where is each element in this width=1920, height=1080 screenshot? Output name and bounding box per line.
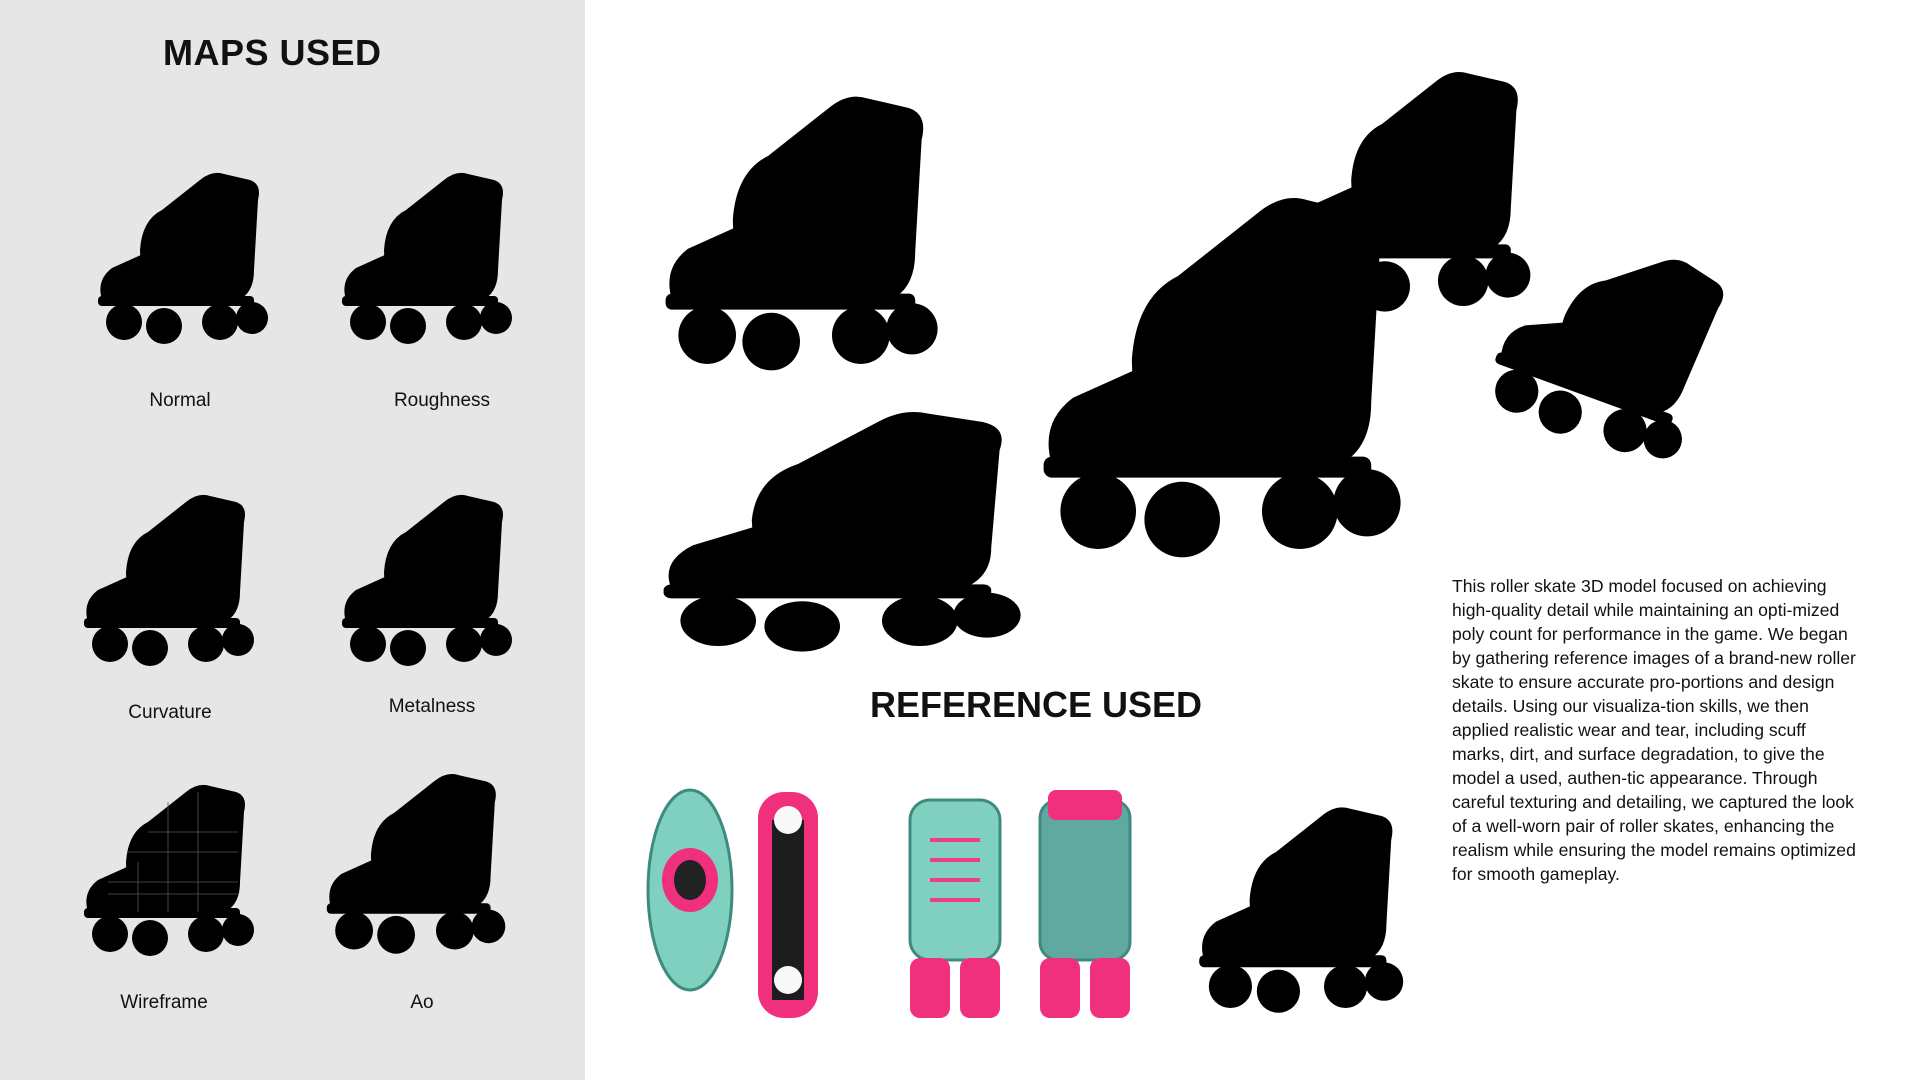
map-label-roughness: Roughness: [393, 390, 491, 411]
map-label-normal: Normal: [149, 390, 211, 411]
map-label-metalness: Metalness: [388, 696, 476, 717]
normal-map-skate: [82, 140, 282, 360]
new-roller-skate-reference-views: [640, 780, 1420, 1040]
reference-title: REFERENCE USED: [870, 684, 1203, 725]
ao-map-skate: [310, 740, 520, 970]
wireframe-skate: [68, 752, 268, 972]
curvature-map-skate: [68, 462, 268, 682]
maps-title: MAPS USED: [163, 32, 382, 73]
worn-roller-skate-renders: [620, 40, 1740, 660]
maps-panel: [0, 0, 585, 1080]
map-label-ao: Ao: [410, 992, 434, 1013]
map-label-wireframe: Wireframe: [120, 992, 208, 1013]
metalness-map-skate: [326, 462, 526, 682]
map-label-curvature: Curvature: [128, 702, 212, 723]
roughness-map-skate: [326, 140, 526, 360]
project-description: This roller skate 3D model focused on achieving high-quality detail while maintaining an opti-mized poly count for performance in the game. We began by gathering reference images of a brand-new roller skate to ensure accurate pro-portions and design details. Using our visualiza-tion skills, we then applied realistic wear and tear, including scuff marks, dirt, and surface degradation, to give the model a used, authen-tic appearance. Through careful texturing and detailing, we captured the look of a well-worn pair of roller skates, enhancing the realism while ensuring the model remains optimized for smooth gameplay.: [1452, 576, 1856, 884]
